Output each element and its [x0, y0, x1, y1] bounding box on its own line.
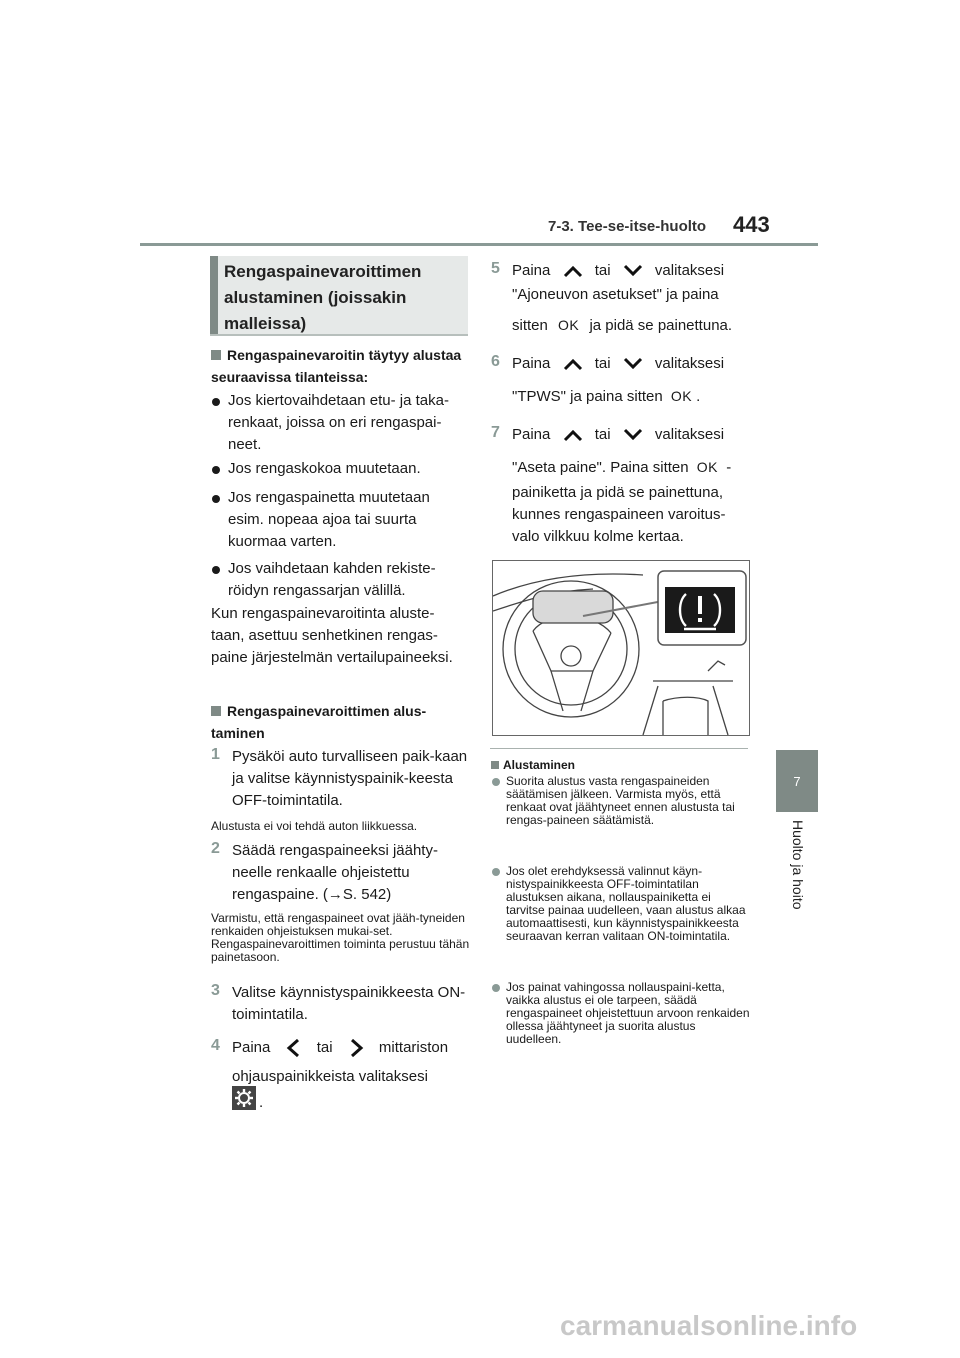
dashboard-drawing [493, 561, 749, 735]
square-bullet-icon [211, 706, 221, 716]
step-word: Paina [512, 262, 551, 279]
step-text: Säädä rengaspaineeksi jäähty-neelle renkaalle ohjeistettu rengaspaine. (→S. 542) [232, 842, 438, 903]
note-item: Jos olet erehdyksessä valinnut käyn-nistyspainikkeesta OFF-toimintatilan alustuksen aikana, nollauspainiketta ei tarvitse painaa uudelleen, vaan alustus alkaa automaattisesti, kun käynnistyspainikkeesta seuraavan kerran valitaan ON-toimintatila. [506, 864, 746, 943]
section-title-accent [210, 256, 218, 334]
settings-icon-row [232, 1086, 272, 1114]
step-text [512, 260, 752, 282]
note-bullet-icon [492, 984, 500, 992]
step-text [512, 424, 752, 446]
step-word: ja pidä se painettuna. [589, 317, 733, 334]
step-end-period: . [259, 1094, 264, 1111]
step-text-cont [512, 456, 752, 479]
chevron-up-icon [561, 356, 585, 372]
step-word: Paina [232, 1039, 271, 1056]
step-number: 4 [211, 1037, 220, 1054]
step-text-cont [512, 385, 752, 408]
step-word: tai [594, 262, 611, 279]
step-word: tai [594, 426, 611, 443]
dashboard-illustration [492, 560, 750, 736]
step-note: Varmistu, että rengaspaineet ovat jääh-tyneiden renkaiden ohjeistuksen mukai-set. Rengaspainevaroittimen toiminta perustuu tähän painetasoon. [211, 911, 470, 964]
step-word: mittariston [378, 1039, 449, 1056]
bullet-item: Jos rengaskokoa muutetaan. [228, 460, 421, 477]
note-heading-text: Alustaminen [503, 758, 576, 772]
chapter-number: 7 [793, 773, 801, 789]
bullet-item: Jos vaihdetaan kahden rekiste-röidyn rengassarjan välillä. [228, 560, 436, 599]
bullet-icon [212, 566, 220, 574]
step-text: Valitse käynnistyspainikkeesta ON-toimintatila. [232, 984, 466, 1023]
chevron-up-icon [561, 263, 585, 279]
step-word: valitaksesi [654, 355, 725, 372]
ok-button-label: OK [670, 388, 693, 404]
chevron-down-icon [621, 263, 645, 279]
ok-button-label: OK [696, 459, 719, 475]
step-text [512, 353, 752, 375]
step-text [232, 1037, 472, 1059]
step-word: Paina [512, 355, 551, 372]
step-number: 5 [491, 260, 500, 277]
step-word: tai [594, 355, 611, 372]
step-text-cont [512, 314, 752, 337]
square-bullet-icon [211, 350, 221, 360]
page-number: 443 [733, 212, 770, 237]
note-rule [490, 748, 748, 749]
intro-paragraph: Kun rengaspainevaroitinta aluste-taan, asettuu senhetkinen rengas-paine järjestelmän vertailupaineeksi. [211, 605, 453, 666]
section-title: Rengaspainevaroittimen alustaminen (joissakin malleissa) [224, 262, 422, 333]
step-number: 3 [211, 982, 220, 999]
subheading-when [211, 344, 469, 388]
step-word: valitaksesi [654, 262, 725, 279]
step-text-cont: painiketta ja pidä se painettuna, kunnes rengaspaineen varoitus-valo vilkkuu kolme kertaa. [512, 484, 726, 545]
watermark: carmanualsonline.info [560, 1310, 858, 1341]
step-word: - [726, 459, 732, 476]
bullet-item: Jos kiertovaihdetaan etu- ja taka-renkaat, joissa on eri rengaspai-neet. [228, 392, 449, 453]
step-word: valitaksesi [654, 426, 725, 443]
note-item: Jos painat vahingossa nollauspaini-ketta, vaikka alustus ei ole tarpeen, säädä rengaspaineet ohjeistettuun arvoon renkaiden ollessa jäähtyneet ja suorita alustus uudelleen. [506, 980, 750, 1046]
note-bullet-icon [492, 778, 500, 786]
chevron-up-icon [561, 427, 585, 443]
step-word: sitten [512, 317, 548, 334]
note-heading [491, 754, 749, 776]
step-word: "TPWS" ja paina sitten [512, 388, 663, 405]
step-word: tai [316, 1039, 333, 1056]
step-text: Pysäköi auto turvalliseen paik-kaan ja valitse käynnistyspainik-keesta OFF-toimintatila. [232, 748, 468, 809]
chevron-right-icon [343, 1037, 369, 1059]
step-word: "Aseta paine". Paina sitten [512, 459, 689, 476]
chapter-label: Huolto ja hoito [790, 820, 806, 910]
header-rule [140, 243, 818, 246]
subheading-procedure-text: Rengaspainevaroittimen alus-taminen [211, 703, 427, 741]
chevron-down-icon [621, 356, 645, 372]
chevron-left-icon [281, 1037, 307, 1059]
step-text-cont: "Ajoneuvon asetukset" ja paina [512, 286, 719, 303]
step-note: Alustusta ei voi tehdä auton liikkuessa. [211, 819, 418, 833]
settings-gear-icon [232, 1086, 256, 1110]
bullet-icon [212, 495, 220, 503]
step-word: . [696, 388, 701, 405]
step-word: Paina [512, 426, 551, 443]
square-bullet-icon [491, 761, 499, 769]
bullet-icon [212, 466, 220, 474]
note-item: Suorita alustus vasta rengaspaineiden säätämisen jälkeen. Varmista myös, että renkaat ovat jäähtyneet ennen alustusta tai rengas-paineen säätämistä. [506, 774, 735, 827]
subheading-when-text: Rengaspainevaroitin täytyy alustaa seuraavissa tilanteissa: [211, 347, 462, 385]
bullet-icon [212, 398, 220, 406]
step-text-cont: ohjauspainikkeista valitaksesi [232, 1068, 428, 1085]
chapter-tab [776, 750, 818, 812]
note-bullet-icon [492, 868, 500, 876]
chevron-down-icon [621, 427, 645, 443]
ok-button-label: OK [558, 317, 580, 333]
subheading-procedure [211, 700, 469, 744]
bullet-item: Jos rengaspainetta muutetaan esim. nopeaa ajoa tai suurta kuormaa varten. [228, 489, 430, 550]
step-number: 1 [211, 746, 220, 763]
step-number: 6 [491, 353, 500, 370]
step-number: 2 [211, 840, 220, 857]
section-heading: 7-3. Tee-se-itse-huolto [548, 218, 707, 235]
step-number: 7 [491, 424, 500, 441]
